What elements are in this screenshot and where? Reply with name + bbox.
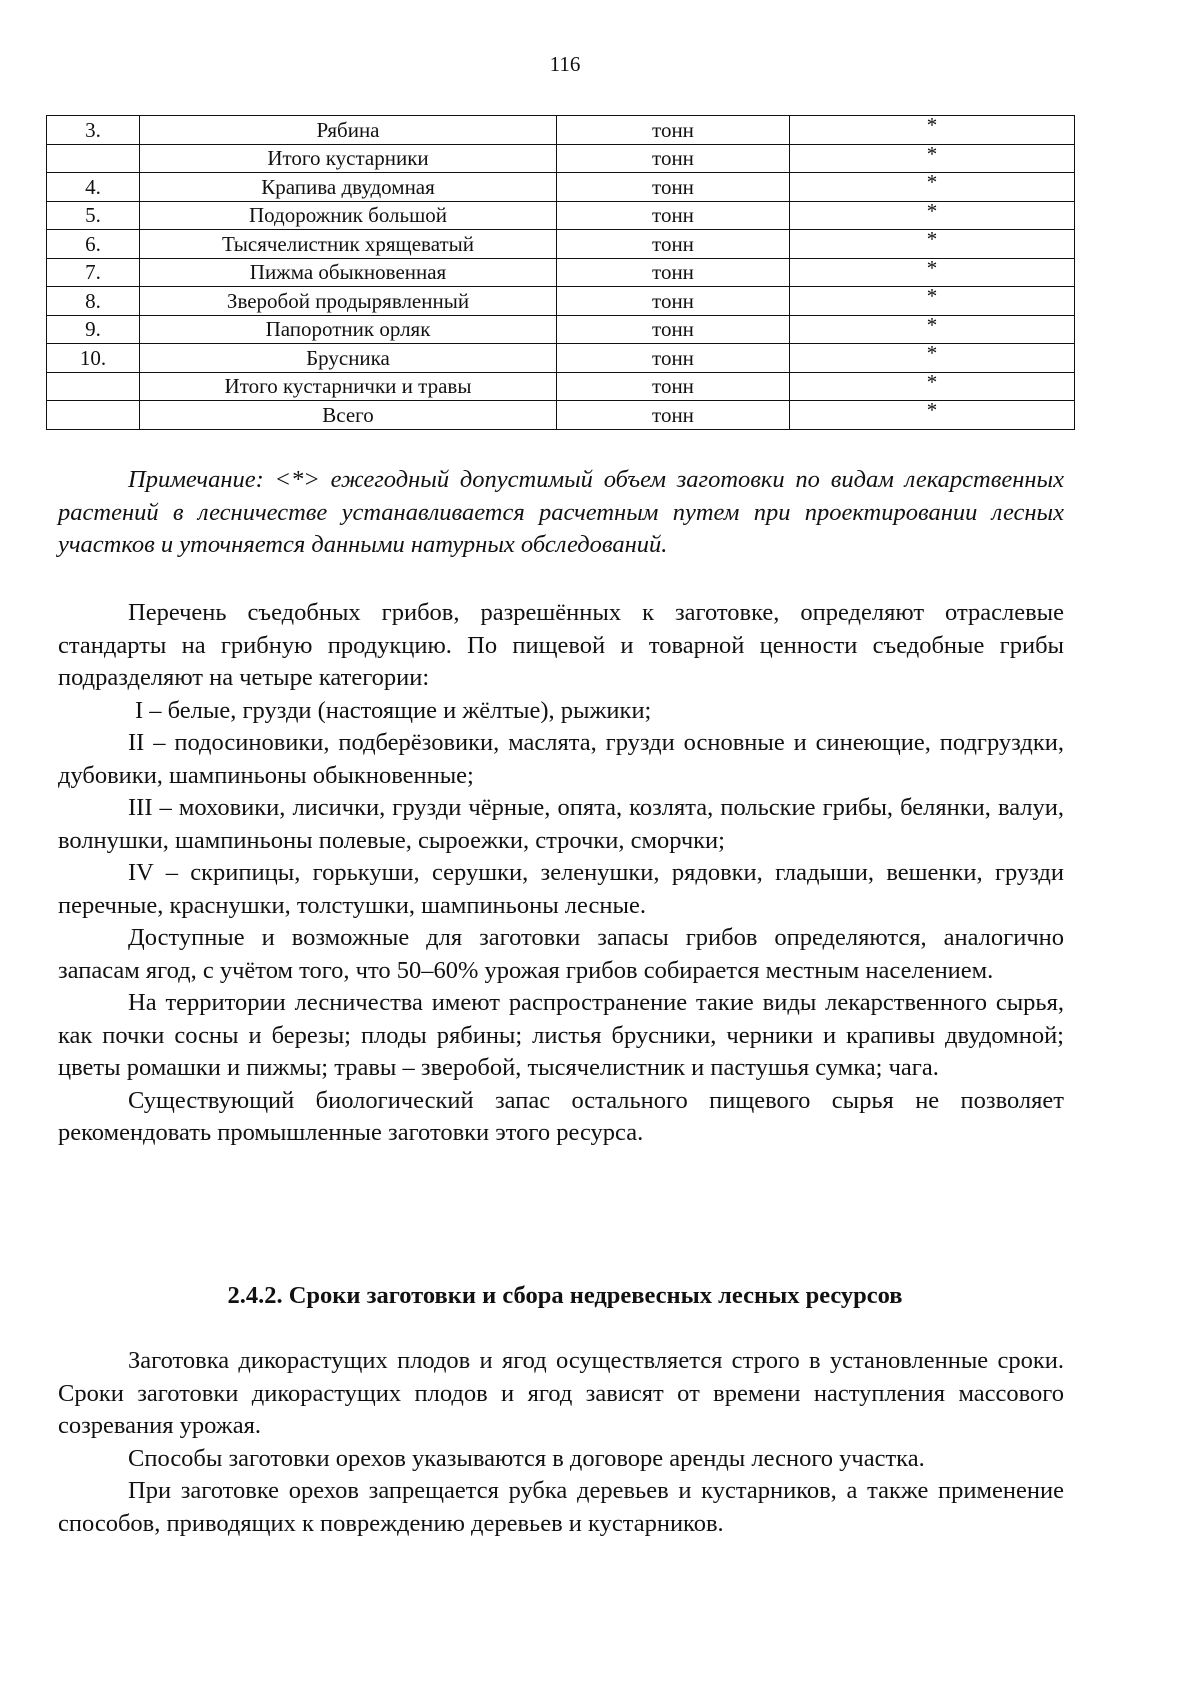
category-item: I – белые, грузди (настоящие и жёлтые), рыжики; [135,696,652,724]
unit: тонн [557,144,790,173]
row-number: 9. [47,315,140,344]
unit: тонн [557,287,790,316]
harvest-terms-section [58,1345,1064,1540]
category-item: III – моховики, лисички, грузди чёрные, опята, козлята, польские грибы, белянки, валуи, волнушки, шампиньоны полевые, сыроежки, строчки, сморчки; [58,794,1064,854]
section-heading: 2.4.2. Сроки заготовки и сбора недревесных лесных ресурсов [227,1282,903,1309]
unit: тонн [557,201,790,230]
resource-name: Крапива двудомная [140,173,557,202]
page-number: 116 [549,52,581,76]
table-note [58,464,1064,562]
row-number: 6. [47,230,140,259]
table-row [47,401,1075,430]
value: * [790,144,1075,173]
value: * [790,287,1075,316]
resource-name: Папоротник орляк [140,315,557,344]
value: * [790,315,1075,344]
row-number: 3. [47,116,140,145]
resource-name: Брусника [140,344,557,373]
row-number [47,401,140,430]
category-item: II – подосиновики, подберёзовики, маслята, грузди основные и синеющие, подгруздки, дубовики, шампиньоны обыкновенные; [58,729,1064,789]
paragraph: Доступные и возможные для заготовки запасы грибов определяются, аналогично запасам ягод, с учётом того, что 50–60% урожая грибов собирается местным населением. [58,924,1064,984]
paragraph: При заготовке орехов запрещается рубка деревьев и кустарников, а также применение способов, приводящих к повреждению деревьев и кустарников. [58,1477,1064,1537]
table-row [47,144,1075,173]
unit: тонн [557,230,790,259]
paragraph: Существующий биологический запас остального пищевого сырья не позволяет рекомендовать промышленные заготовки этого ресурса. [58,1086,1064,1146]
row-number [47,372,140,401]
unit: тонн [557,116,790,145]
row-number: 10. [47,344,140,373]
table-row [47,372,1075,401]
resource-name: Рябина [140,116,557,145]
resources-table [46,115,1075,430]
unit: тонн [557,372,790,401]
resource-name: Тысячелистник хрящеватый [140,230,557,259]
paragraph: На территории лесничества имеют распространение такие виды лекарственного сырья, как почки сосны и березы; плоды рябины; листья брусники, черники и крапивы двудомной; цветы ромашки и пижмы; травы – зверобой, тысячелистник и пастушья сумка; чага. [58,989,1064,1081]
table-row [47,230,1075,259]
paragraph: Перечень съедобных грибов, разрешённых к заготовке, определяют отраслевые стандарты на грибную продукцию. По пищевой и товарной ценности съедобные грибы подразделяют на четыре категории: [58,599,1064,691]
paragraph: Заготовка дикорастущих плодов и ягод осуществляется строго в установленные сроки. Сроки заготовки дикорастущих плодов и ягод зависят от времени наступления массового созревания урожая. [58,1347,1064,1439]
value: * [790,401,1075,430]
value: * [790,173,1075,202]
unit: тонн [557,173,790,202]
table-row [47,287,1075,316]
category-item: IV – скрипицы, горькуши, серушки, зеленушки, рядовки, гладыши, вешенки, грузди перечные, краснушки, толстушки, шампиньоны лесные. [58,859,1064,919]
resource-name: Пижма обыкновенная [140,258,557,287]
resource-name: Подорожник большой [140,201,557,230]
resource-name: Итого кустарнички и травы [140,372,557,401]
table-row [47,258,1075,287]
value: * [790,201,1075,230]
row-number: 5. [47,201,140,230]
value: * [790,372,1075,401]
row-number: 4. [47,173,140,202]
table-row [47,173,1075,202]
value: * [790,258,1075,287]
paragraph: Способы заготовки орехов указываются в договоре аренды лесного участка. [128,1444,925,1472]
resource-name: Всего [140,401,557,430]
unit: тонн [557,344,790,373]
row-number [47,144,140,173]
value: * [790,344,1075,373]
resource-name: Итого кустарники [140,144,557,173]
value: * [790,116,1075,145]
note-paragraph: Примечание: <*> ежегодный допустимый объем заготовки по видам лекарственных растений в лесничестве устанавливается расчетным путем при проектировании лесных участков и уточняется данными натурных обследований. [58,466,1064,558]
value: * [790,230,1075,259]
table-row [47,344,1075,373]
table-row [47,116,1075,145]
unit: тонн [557,315,790,344]
table-row [47,201,1075,230]
resource-name: Зверобой продырявленный [140,287,557,316]
unit: тонн [557,401,790,430]
row-number: 8. [47,287,140,316]
row-number: 7. [47,258,140,287]
table-row [47,315,1075,344]
mushroom-section [58,597,1064,1150]
unit: тонн [557,258,790,287]
